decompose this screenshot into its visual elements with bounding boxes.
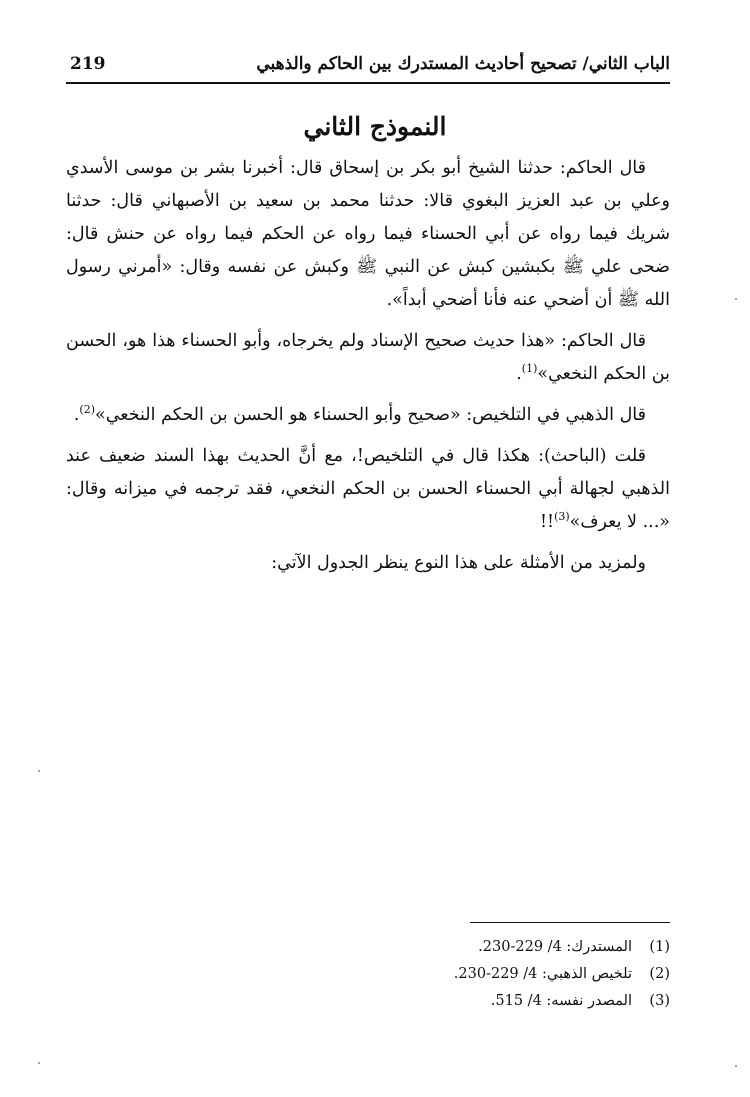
running-header [66, 52, 670, 84]
paragraph [66, 152, 670, 317]
footnote-ref[interactable]: (1) [521, 362, 538, 376]
footnote-ref[interactable]: (3) [554, 510, 570, 524]
footnote-number: (3) [649, 993, 670, 1009]
section-title: النموذج الثاني [303, 112, 447, 141]
paragraph-text: قال الحاكم: حدثنا الشيخ أبو بكر بن إسحاق قال: أخبرنا بشر بن موسى الأسدي وعلي بن عبد العزيز البغوي قالا: حدثنا محمد بن سعيد بن الأصبهاني قال: حدثنا شريك فيما رواه عن أبي الحسناء فيما رواه عن الحكم فيما رواه عن حنش قال: ضحى علي ﷺ بكبشين كبش عن النبي ﷺ وكبش عن نفسه وقال: «أمرني رسول الله ﷺ أن أضحي عنه فأنا أضحي أبداً». [66, 158, 670, 310]
scan-speck [735, 1065, 737, 1067]
paragraph-tail: . [73, 405, 80, 425]
footnote-number: (2) [649, 966, 670, 982]
footnote-item [66, 988, 670, 1015]
scan-speck [38, 1062, 40, 1064]
paragraph-tail: . [516, 364, 522, 384]
footnote-number: (1) [649, 939, 670, 955]
footnote-text: المصدر نفسه: 4/ 515. [490, 993, 632, 1009]
paragraph [66, 399, 670, 432]
footnote-item [66, 934, 670, 961]
paragraph-text: قال الحاكم: «هذا حديث صحيح الإسناد ولم يخرجاه، وأبو الحسناء هذا هو، الحسن بن الحكم النخعي» [66, 331, 670, 384]
paragraph [66, 325, 670, 391]
paragraph [66, 547, 670, 580]
footnote-text: تلخيص الذهبي: 4/ 229-230. [453, 966, 632, 982]
header-title: الباب الثاني/ تصحيح أحاديث المستدرك بين الحاكم والذهبي [256, 54, 670, 74]
scan-speck [735, 298, 737, 300]
page-number: 219 [70, 54, 106, 74]
footnote-divider [470, 922, 670, 923]
footnotes [66, 934, 670, 1015]
scan-speck [38, 770, 40, 772]
paragraph [66, 440, 670, 539]
footnote-item [66, 961, 670, 988]
body-text [66, 152, 670, 588]
paragraph-text: قلت (الباحث): هكذا قال في التلخيص!، مع أنَّ الحديث بهذا السند ضعيف عند الذهبي لجهالة أبي الحسناء الحسن بن الحكم النخعي، فقد ترجمه في ميزانه وقال: «... لا يعرف» [66, 446, 670, 532]
footnote-ref[interactable]: (2) [79, 403, 95, 417]
paragraph-tail: !! [540, 512, 555, 532]
footnote-text: المستدرك: 4/ 229-230. [478, 939, 632, 955]
paragraph-text: ولمزيد من الأمثلة على هذا النوع ينظر الجدول الآتي: [271, 553, 646, 573]
paragraph-text: قال الذهبي في التلخيص: «صحيح وأبو الحسناء هو الحسن بن الحكم النخعي» [94, 405, 646, 425]
